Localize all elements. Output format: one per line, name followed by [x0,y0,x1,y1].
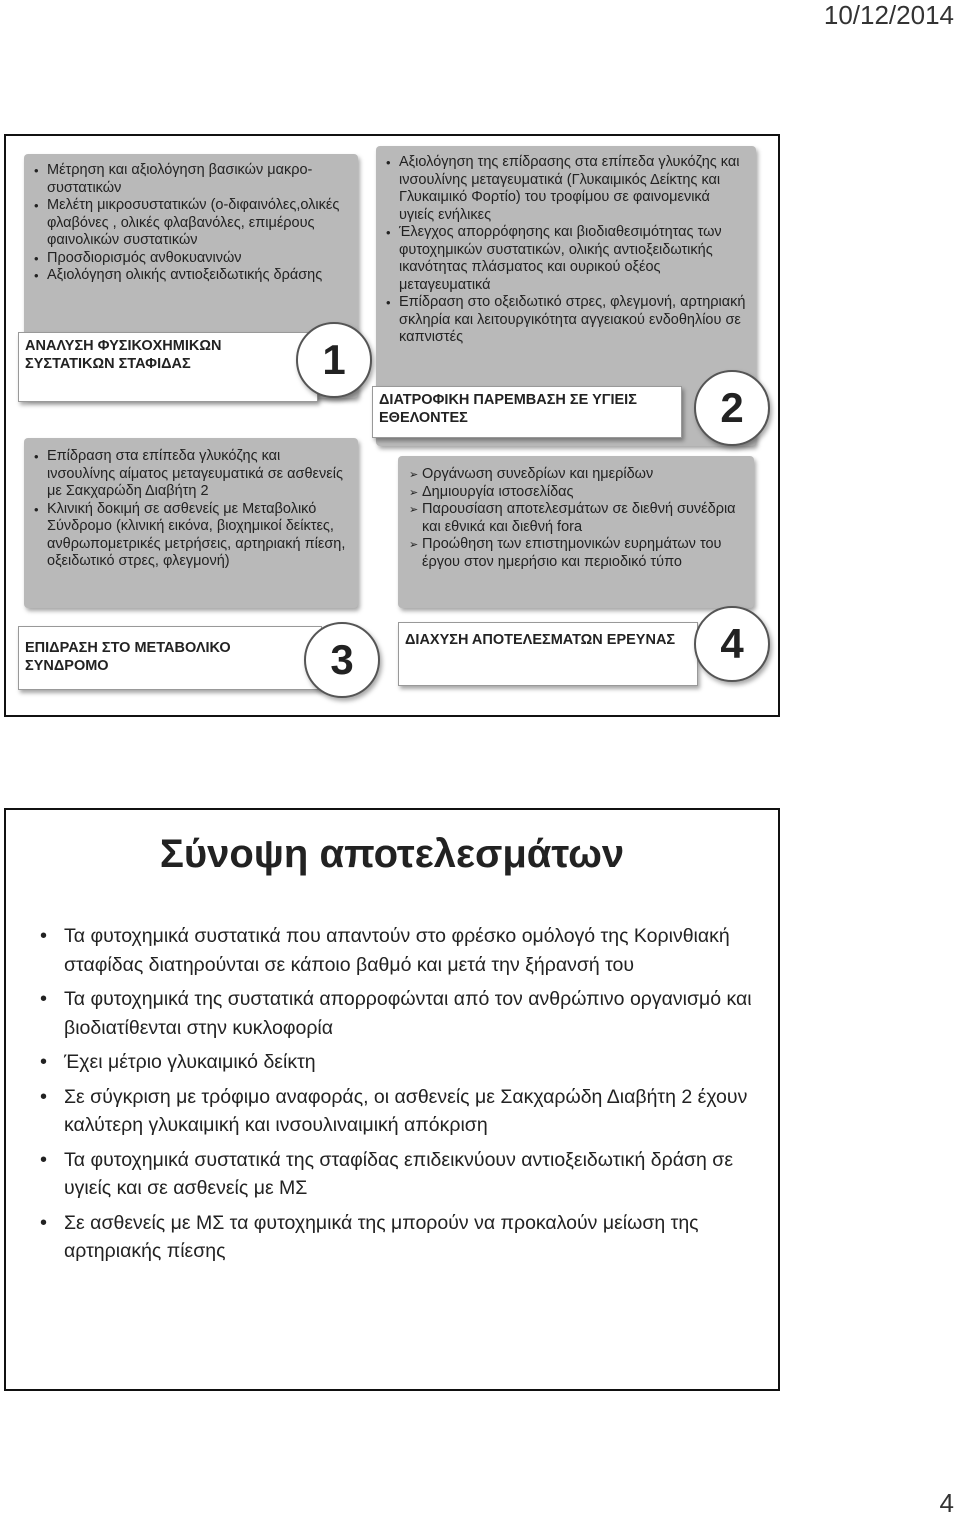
list-item: • Μελέτη μικροσυστατικών (ο-διφαινόλες,ολικές φλαβόνες , ολικές φλαβανόλες, επιμέρους φαινολικών συστατικών [33,197,349,250]
slide-title: Σύνοψη αποτελεσμάτων [159,832,625,876]
list-item: • Επίδραση στο οξειδωτικό στρες, φλεγμονή, αρτηριακή σκληρία και λειτουργικότητα αγγειακού ενδοθηλίου σε καπνιστές [385,294,747,347]
list-item: • Σε σύγκριση με τρόφιμο αναφοράς, οι ασθενείς με Σακχαρώδη Διαβήτη 2 έχουν καλύτερη γλυκαιμική και ινσουλιναιμική απόκριση [40,1083,770,1140]
list-item: • Τα φυτοχημικά της συστατικά απορροφώνται από τον ανθρώπινο οργανισμό και βιοδιατίθενται στην κυκλοφορία [40,985,770,1042]
quadrant-4-box [398,456,754,608]
list-item: • Αξιολόγηση ολικής αντιοξειδωτικής δράσης [33,267,349,285]
list-item: • Μέτρηση και αξιολόγηση βασικών μακρο-συστατικών [33,162,349,197]
slide-project-overview [4,134,780,717]
list-item: ➢ Οργάνωση συνεδρίων και ημερίδων [408,466,744,484]
quadrant-3-list [33,448,349,571]
list-item: • Έλεγχος απορρόφησης και βιοδιαθεσιμότητας των φυτοχημικών συστατικών, ολικής αντιοξειδωτικής ικανότητας πλάσματος και ουρικού οξέος μεταγευματικά [385,224,747,294]
list-item: • Τα φυτοχημικά συστατικά που απαντούν στο φρέσκο ομόλογό της Κορινθιακή σταφίδας διατηρούνται σε κάποιο βαθμό και μετά την ξήρανσή του [40,922,770,979]
list-item: • Σε ασθενείς με ΜΣ τα φυτοχημικά της μπορούν να προκαλούν μείωση της αρτηριακής πίεσης [40,1209,770,1266]
list-item: ➢ Προώθηση των επιστημονικών ευρημάτων του έργου στον ημερήσιο και περιοδικό τύπο [408,536,744,571]
slide-results-summary [4,808,780,1391]
quadrant-3-box [24,438,358,608]
list-item: ➢ Δημιουργία ιστοσελίδας [408,484,744,502]
list-item: • Αξιολόγηση της επίδρασης στα επίπεδα γλυκόζης και ινσουλίνης μεταγευματικά (Γλυκαιμικός Δείκτης και Γλυκαιμικό Φορτίο) του τροφίμου σε φαινομενικά υγιείς ενήλικες [385,154,747,224]
quadrant-3-number: 3 [304,622,380,698]
quadrant-2-label: ΔΙΑΤΡΟΦΙΚΗ ΠΑΡΕΜΒΑΣΗ ΣΕ ΥΓΙΕΙΣ ΕΘΕΛΟΝΤΕΣ [372,386,682,438]
quadrant-2-list [385,154,747,347]
quadrant-1-label: ΑΝΑΛΥΣΗ ΦΥΣΙΚΟΧΗΜΙΚΩΝ ΣΥΣΤΑΤΙΚΩΝ ΣΤΑΦΙΔΑΣ [18,332,318,402]
quadrant-4-number: 4 [694,606,770,682]
list-item: • Τα φυτοχημικά συστατικά της σταφίδας επιδεικνύουν αντιοξειδωτική δράση σε υγιείς και σε ασθενείς με ΜΣ [40,1146,770,1203]
quadrant-3-label: ΕΠΙΔΡΑΣΗ ΣΤΟ ΜΕΤΑΒΟΛΙΚΟ ΣΥΝΔΡΟΜΟ [18,626,322,690]
list-item: • Κλινική δοκιμή σε ασθενείς με Μεταβολικό Σύνδρομο (κλινική εικόνα, βιοχημικοί δείκτες, ανθρωπομετρικές μετρήσεις, αρτηριακή πίεση, οξειδωτικό στρες, φλεγμονή) [33,501,349,571]
quadrant-1-number: 1 [296,322,372,398]
quadrant-1-list [33,162,349,285]
list-item: ➢ Παρουσίαση αποτελεσμάτων σε διεθνή συνέδρια και εθνικά και διεθνή fora [408,501,744,536]
summary-list [40,922,770,1272]
quadrant-4-list [408,466,744,571]
page-number: 4 [939,1488,954,1518]
list-item: • Προσδιορισμός ανθοκυανινών [33,250,349,268]
quadrant-2-number: 2 [694,370,770,446]
list-item: • Έχει μέτριο γλυκαιμικό δείκτη [40,1048,770,1077]
quadrant-4-label: ΔΙΑΧΥΣΗ ΑΠΟΤΕΛΕΣΜΑΤΩΝ ΕΡΕΥΝΑΣ [398,622,698,686]
list-item: • Επίδραση στα επίπεδα γλυκόζης και ινσουλίνης αίματος μεταγευματικά σε ασθενείς με Σακχαρώδη Διαβήτη 2 [33,448,349,501]
date-header: 10/12/2014 [823,0,954,30]
